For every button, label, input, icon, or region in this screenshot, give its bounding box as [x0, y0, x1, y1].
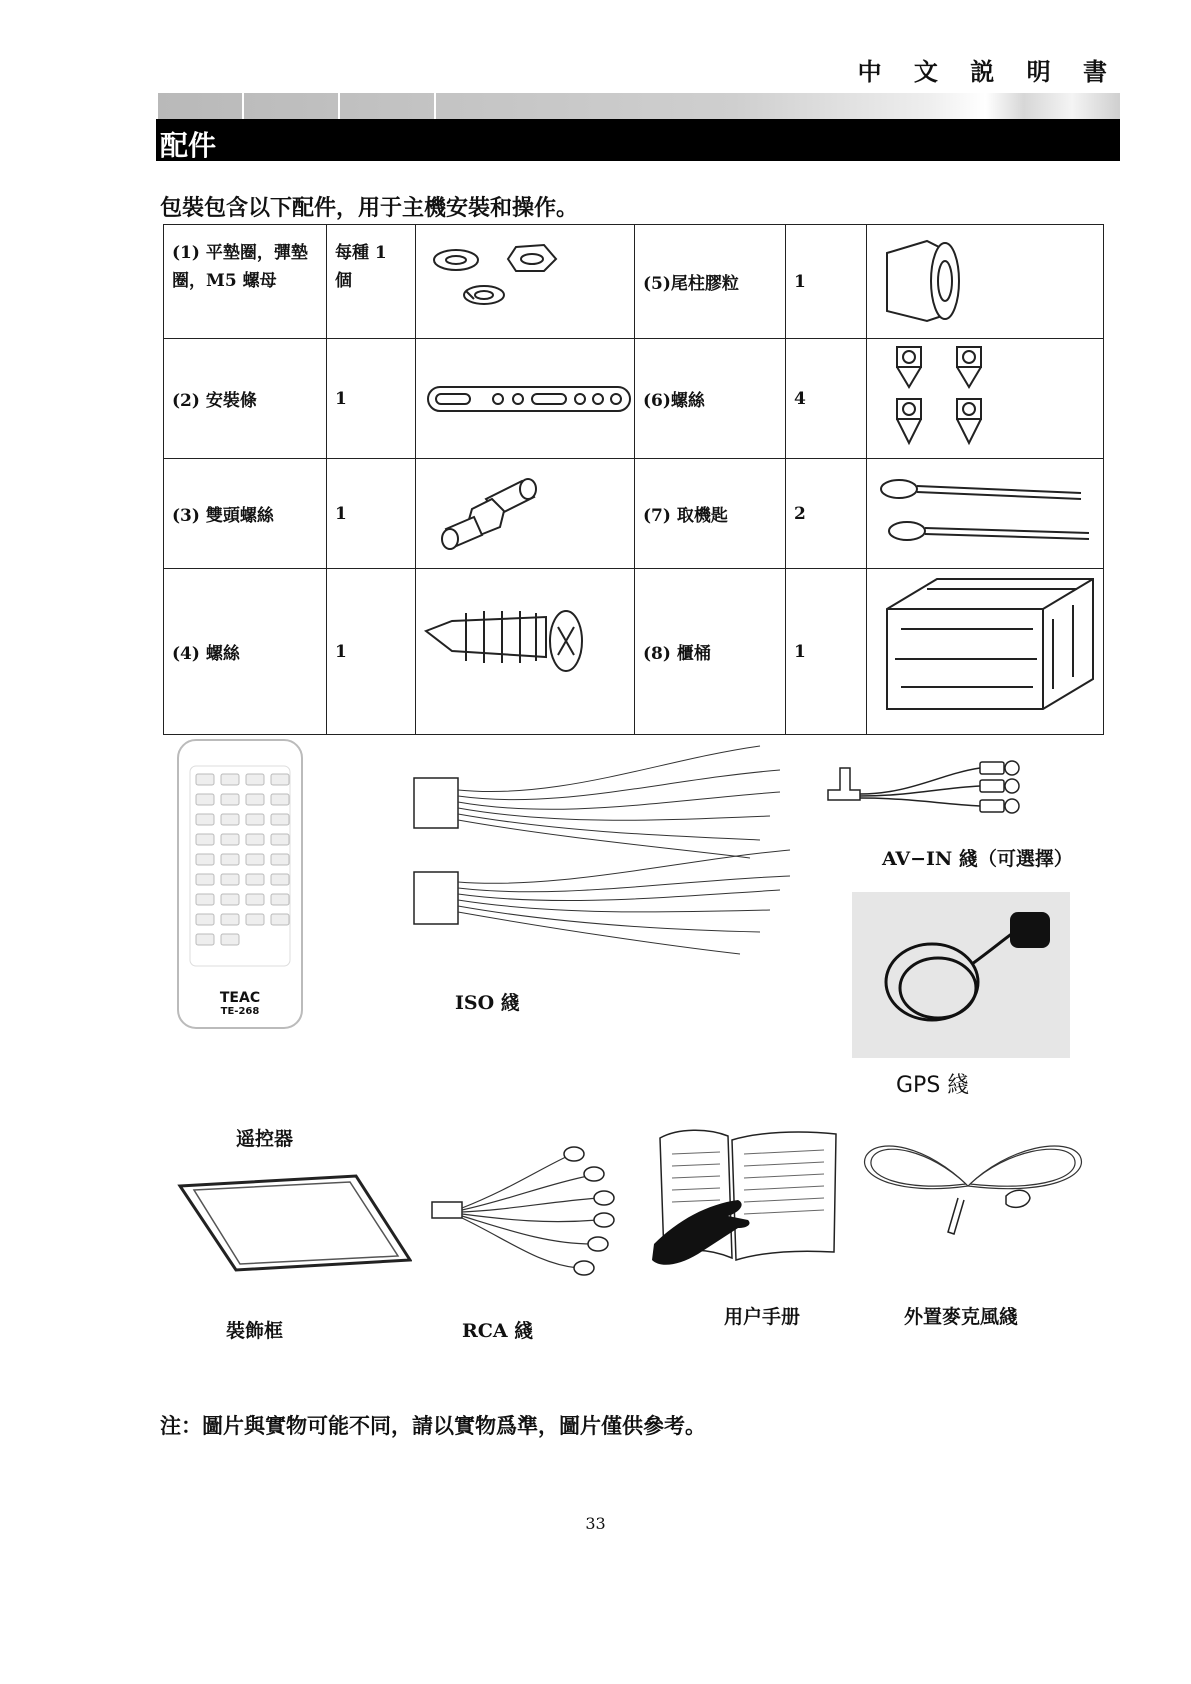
item-qty: 4 [786, 339, 867, 459]
removal-keys-icon [867, 459, 1104, 569]
remote-control-image [176, 738, 304, 1030]
footer-note: 注：圖片與實物可能不同，請以實物爲準，圖片僅供參考。 [160, 1413, 706, 1438]
section-title: 配件 [160, 129, 217, 162]
table-row [164, 459, 1104, 569]
iso-cable-image [410, 740, 800, 960]
rca-cable-image [428, 1140, 628, 1290]
item-name: (3) 雙頭螺絲 [164, 459, 327, 569]
item-name: (7) 取機匙 [635, 459, 786, 569]
screw-icon [416, 569, 635, 735]
page-number: 33 [585, 1514, 606, 1533]
mic-caption: 外置麥克風綫 [904, 1306, 1019, 1328]
remote-model: TE-268 [220, 1006, 260, 1017]
double-head-screw-icon [416, 459, 635, 569]
intro-text: 包裝包含以下配件，用于主機安裝和操作。 [160, 195, 579, 221]
item-name: (1) 平墊圈，彈墊圈，M5 螺母 [164, 225, 327, 339]
item-name: (6)螺絲 [635, 339, 786, 459]
item-name: (5)尾柱膠粒 [635, 225, 786, 339]
item-qty: 1 [327, 339, 416, 459]
item-name: (8) 櫃桶 [635, 569, 786, 735]
flat-screws-icon [867, 339, 1104, 459]
rubber-bushing-icon [867, 225, 1104, 339]
rca-caption: RCA 綫 [462, 1320, 534, 1342]
accessories-table [163, 224, 1104, 735]
section-bar [156, 119, 1120, 161]
frame-caption: 裝飾框 [226, 1320, 284, 1342]
mounting-strip-icon [416, 339, 635, 459]
table-row [164, 339, 1104, 459]
item-name: (4) 螺絲 [164, 569, 327, 735]
item-qty: 1 [786, 225, 867, 339]
manual-caption: 用户手册 [724, 1306, 801, 1328]
header-decor-band [158, 93, 1120, 119]
item-qty: 2 [786, 459, 867, 569]
gps-antenna-image [852, 892, 1070, 1058]
item-qty: 1 [327, 569, 416, 735]
decorative-frame-image [176, 1172, 412, 1272]
microphone-cable-image [858, 1126, 1088, 1246]
item-qty: 1 [786, 569, 867, 735]
item-qty: 每種 1 個 [327, 225, 416, 339]
iso-caption: ISO 綫 [455, 992, 520, 1014]
table-row [164, 225, 1104, 339]
mounting-cage-icon [867, 569, 1104, 735]
item-qty: 1 [327, 459, 416, 569]
washers-nut-icon [416, 225, 635, 339]
table-row [164, 569, 1104, 735]
manual-title: 中 文 説 明 書 [857, 57, 1119, 86]
remote-caption: 遥控器 [236, 1128, 294, 1150]
gps-caption: GPS 綫 [896, 1073, 970, 1098]
avin-caption: AV−IN 綫（可選擇） [882, 848, 1073, 870]
remote-brand: TEAC [219, 990, 261, 1006]
avin-cable-image [820, 754, 1040, 824]
item-name: (2) 安裝條 [164, 339, 327, 459]
user-manual-image [648, 1124, 848, 1284]
